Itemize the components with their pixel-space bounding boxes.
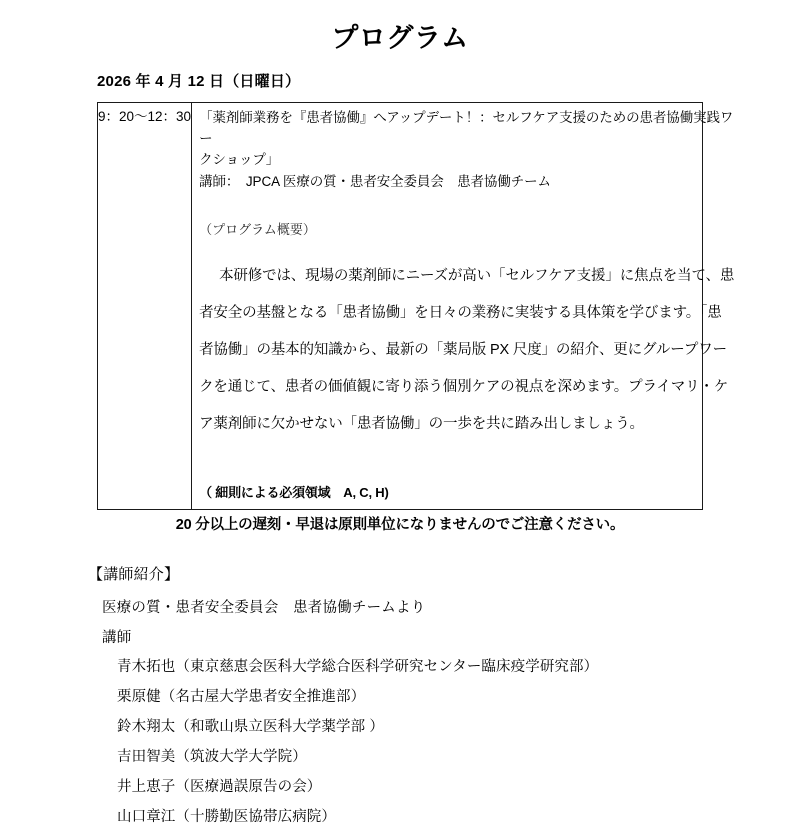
required-field-note: （ 細則による必須領域 A, C, H): [199, 485, 389, 500]
program-outline-body: [199, 258, 734, 443]
lecturer-intro-heading: 【講師紹介】: [88, 566, 180, 583]
program-outline-label: （プログラム概要）: [199, 221, 316, 237]
session-time-cell: 9：20〜12：30: [98, 103, 192, 509]
session-title-line-2: クショップ」: [199, 151, 280, 167]
outline-line: 者協働」の基本的知識から、最新の「薬局版 PX 尺度」の紹介、更にグループワー: [199, 341, 727, 358]
list-item: 吉田智美（筑波大学大学院）: [117, 749, 307, 765]
lecturer-name-list: [117, 652, 717, 832]
session-title-line-1: 「薬剤師業務を『患者協働』へアップデート！：セルフケア支援のための患者協働実践ワー: [199, 110, 734, 146]
outline-line: 者安全の基盤となる「患者協働」を日々の業務に実装する具体策を学びます。「患: [199, 304, 722, 321]
outline-line: ア薬剤師に欠かせない「患者協働」の一歩を共に踏み出しましょう。: [199, 415, 644, 432]
session-title: [199, 108, 734, 171]
late-arrival-warning: 20 分以上の遅刻・早退は原則単位になりませんのでご注意ください。: [175, 517, 625, 533]
list-item: 鈴木翔太（和歌山県立医科大学薬学部 ）: [117, 719, 384, 735]
program-schedule-table: [97, 102, 735, 510]
session-lecturer: 講師： JPCA 医療の質・患者安全委員会 患者協働チーム: [199, 173, 551, 189]
lecturer-label: 講師: [102, 630, 132, 646]
session-detail-cell: [192, 103, 740, 509]
outline-line: 本研修では、現場の薬剤師にニーズが高い「セルフケア支援」に焦点を当て、患: [219, 267, 735, 284]
outline-line: クを通じて、患者の価値観に寄り添う個別ケアの視点を深めます。プライマリ・ケ: [199, 378, 729, 395]
list-item: 栗原健（名古屋大学患者安全推進部）: [117, 689, 366, 705]
list-item: 井上恵子（医療過誤原告の会）: [117, 779, 322, 795]
page-title: プログラム: [331, 23, 469, 53]
list-item: 青木拓也（東京慈恵会医科大学総合医科学研究センター臨床疫学研究部）: [117, 659, 599, 675]
list-item: 山口章江（十勝勤医協帯広病院）: [117, 809, 336, 825]
event-date: 2026 年 4 月 12 日（日曜日）: [97, 73, 301, 90]
lecturer-intro-team: 医療の質・患者安全委員会 患者協働チームより: [102, 600, 426, 616]
